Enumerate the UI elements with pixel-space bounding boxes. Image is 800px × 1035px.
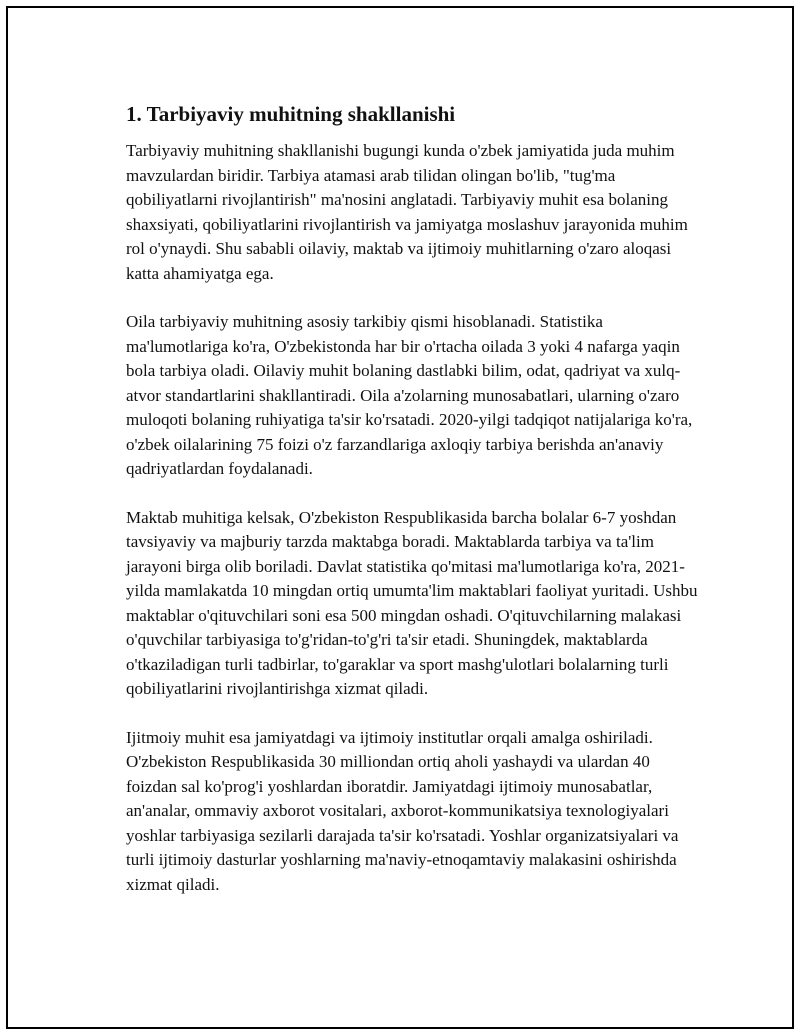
paragraph-social-environment: Ijitmoiy muhit esa jamiyatdagi va ijtimoiy institutlar orqali amalga oshiriladi. O'zbekiston Respublikasida 30 milliondan ortiq aholi yashaydi va ulardan 40 foizdan sal ko'prog'i yoshlardan iboratdir. Jamiyatdagi ijtimoiy munosabatlar, an'analar, ommaviy axborot vositalari, axborot-kommunikatsiya texnologiyalari yoshlar tarbiyasiga sezilarli darajada ta'sir ko'rsatadi. Yoshlar organizatsiyalari va turli ijtimoiy dasturlar yoshlarning ma'naviy-etnoqamtaviy malakasini oshirishda xizmat qiladi.	[126, 727, 679, 894]
section-heading: 1. Tarbiyaviy muhitning shakllanishi	[126, 102, 456, 126]
paragraph-school-environment: Maktab muhitiga kelsak, O'zbekiston Respublikasida barcha bolalar 6-7 yoshdan tavsiyaviy va majburiy tarzda maktabga boradi. Maktablarda tarbiya va ta'lim jarayoni birga olib boriladi. Davlat statistika qo'mitasi ma'lumotlariga ko'ra, 2021-yilda mamlakatda 10 mingdan ortiq umumta'lim maktablari faoliyat yuritadi. Ushbu maktablar o'qituvchilari soni esa 500 mingdan oshadi. O'qituvchilarning malakasi o'quvchilar tarbiyasiga to'g'ridan-to'g'ri ta'sir etadi. Shuningdek, maktablarda o'tkaziladigan turli tadbirlar, to'garaklar va sport mashg'ulotlari bolalarning turli qobiliyatlarini rivojlantirishga xizmat qiladi.	[126, 507, 698, 698]
page-frame	[6, 6, 794, 1029]
paragraph-family-environment: Oila tarbiyaviy muhitning asosiy tarkibiy qismi hisoblanadi. Statistika ma'lumotlariga ko'ra, O'zbekistonda har bir o'rtacha oilada 3 yoki 4 nafarga yaqin bola tarbiya oladi. Oilaviy muhit bolaning dastlabki bilim, odat, qadriyat va xulq-atvor standartlarini shakllantiradi. Oila a'zolarning munosabatlari, ularning o'zaro muloqoti bolaning ruhiyatiga ta'sir ko'rsatadi. 2020-yilgi tadqiqot natijalariga ko'ra, o'zbek oilalarining 75 foizi o'z farzandlariga axloqiy tarbiya berishda an'anaviy qadriyatlardan foydalanadi.	[126, 312, 693, 478]
document-body	[126, 100, 701, 897]
paragraph-introduction: Tarbiyaviy muhitning shakllanishi bugungi kunda o'zbek jamiyatida juda muhim mavzulardan biridir. Tarbiya atamasi arab tilidan olingan bo'lib, "tug'ma qobiliyatlarni rivojlantirish" ma'nosini anglatadi. Tarbiyaviy muhit esa bolaning shaxsiyati, qobiliyatlarini rivojlantirish va jamiyatga moslashuv jarayonida muhim rol o'ynaydi. Shu sababli oilaviy, maktab va ijtimoiy muhitlarning o'zaro aloqasi katta ahamiyatga ega.	[126, 141, 688, 283]
